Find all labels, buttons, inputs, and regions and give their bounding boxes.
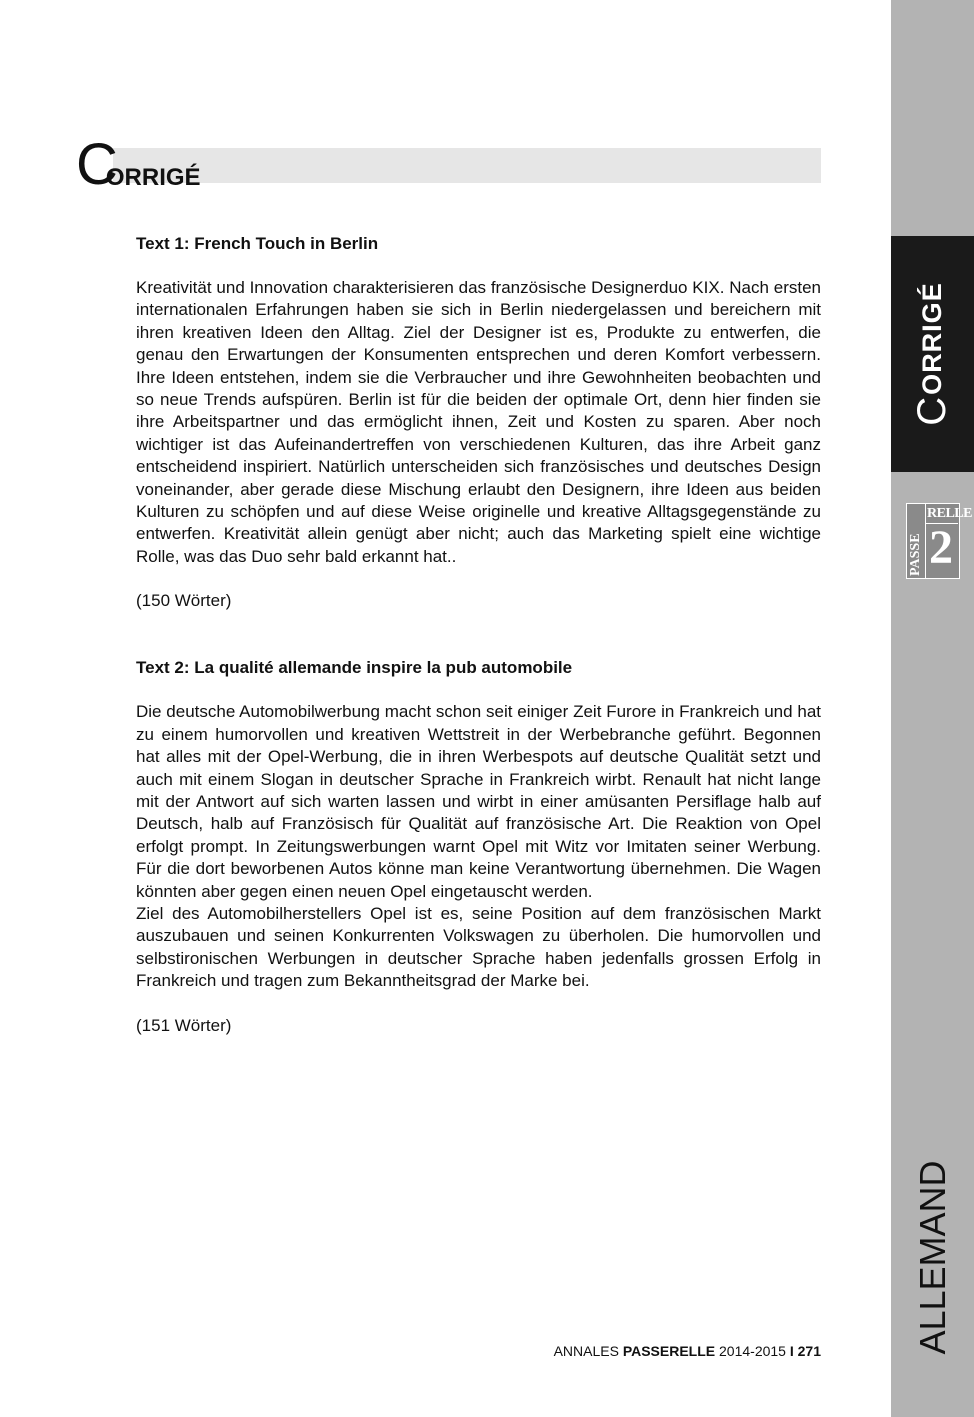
page-title-initial: C bbox=[76, 132, 118, 197]
text1-wordcount: (150 Wörter) bbox=[136, 591, 232, 611]
text1-title: Text 1: French Touch in Berlin bbox=[136, 234, 379, 253]
footer-prefix: ANNALES bbox=[553, 1343, 623, 1359]
text1-body: Kreativität und Innovation charakterisieren das französische Designerduo KIX. Nach ersten internationalen Erfahrungen haben sie sich in Berlin niedergelassen und bereichern mit ihren kreativen Ideen den Alltag. Ziel der Designer ist es, Produkte zu entwerfen, die genau den Erwartungen der Konsumenten entsprechen und deren Komfort verbessern. Ihre Ideen entstehen, indem sie die Verbraucher und ihre Gewohnheiten beobachten und so neue Trends aufspüren. Berlin ist für die beiden der optimale Ort, denn hier finden sie ihre Arbeitspartner und das ermöglicht ihnen, Zeit und Kosten zu sparen. Aber noch wichtiger ist das Aufeinandertreffen von verschiedenen Kulturen, das ihre Arbeit ganz entscheidend inspiriert. Natürlich unterscheiden sich französisches und deutsches Design voneinander, aber gerade diese Mischung erlaubt den Designern, ihre Ideen aus beiden Kulturen zu schöpfen und auf diese Weise originelle und kreative Alltagsgegenstände zu entwerfen. Kreativität allein genügt aber nicht; auch das Marketing spielt eine wichtige Rolle, was das Duo sehr bald erkannt hat.. bbox=[136, 278, 821, 566]
logo-text-top: RELLE bbox=[927, 506, 972, 521]
page-number: I 271 bbox=[789, 1343, 821, 1359]
subject-label bbox=[891, 1150, 974, 1365]
text2-wordcount: (151 Wörter) bbox=[136, 1015, 232, 1035]
text2-title: Text 2: La qualité allemande inspire la pub automobile bbox=[136, 658, 573, 678]
section-tab bbox=[891, 236, 974, 472]
text2-body-1: Die deutsche Automobilwerbung macht schon seit einiger Zeit Furore in Frankreich und hat zu einem humorvollen und kreativen Wettstreit in der Werbebranche geführt. Begonnen hat alles mit der Opel-Werbung, die in ihren Werbespots auf deutsche Qualität setzt und auch mit einem Slogan in deutscher Sprache in Frankreich wirbt. Renault hat nicht lange mit der Antwort auf sich warten lassen und wirbt in einer amüsanten Persiflage halb auf Deutsch, halb auf Französisch für Qualität auf französische Art. Die Reaktion von Opel erfolgt prompt. In Zeitungswerbungen warnt Opel mit Witz vor Imitaten seiner Werbung. Für die dort beworbenen Autos könne man keine Verantwortung übernehmen. Die Wagen könnten aber gegen einen neuen Opel eingetauscht werden. bbox=[136, 702, 821, 901]
section-tab-label: ORRIGÉ bbox=[917, 282, 947, 395]
logo-text-side: PASSE bbox=[908, 533, 923, 576]
footer-brand: PASSERELLE bbox=[622, 1343, 716, 1359]
text2-body-2: Ziel des Automobilherstellers Opel ist es, seine Position auf dem französischen Markt auszubauen und seinen Konkurrenten Volkswagen zu überholen. Die humorvollen und selbstironischen Werbungen in deutscher Sprache haben jedenfalls grossen Erfolg in Frankreich und tragen zum Bekanntheitsgrad der Marke bei. bbox=[136, 903, 821, 991]
header-band bbox=[113, 148, 821, 183]
subject-text: ALLEMAND bbox=[911, 1160, 953, 1355]
main-content bbox=[136, 233, 821, 1037]
passerelle-logo bbox=[906, 503, 972, 579]
logo-number: 2 bbox=[929, 521, 953, 574]
page-title bbox=[76, 132, 201, 197]
page-title-text: ORRIGÉ bbox=[105, 164, 201, 191]
page-footer bbox=[554, 1343, 821, 1359]
footer-years: 2014-2015 bbox=[715, 1343, 790, 1359]
section-tab-initial: C bbox=[910, 395, 954, 426]
